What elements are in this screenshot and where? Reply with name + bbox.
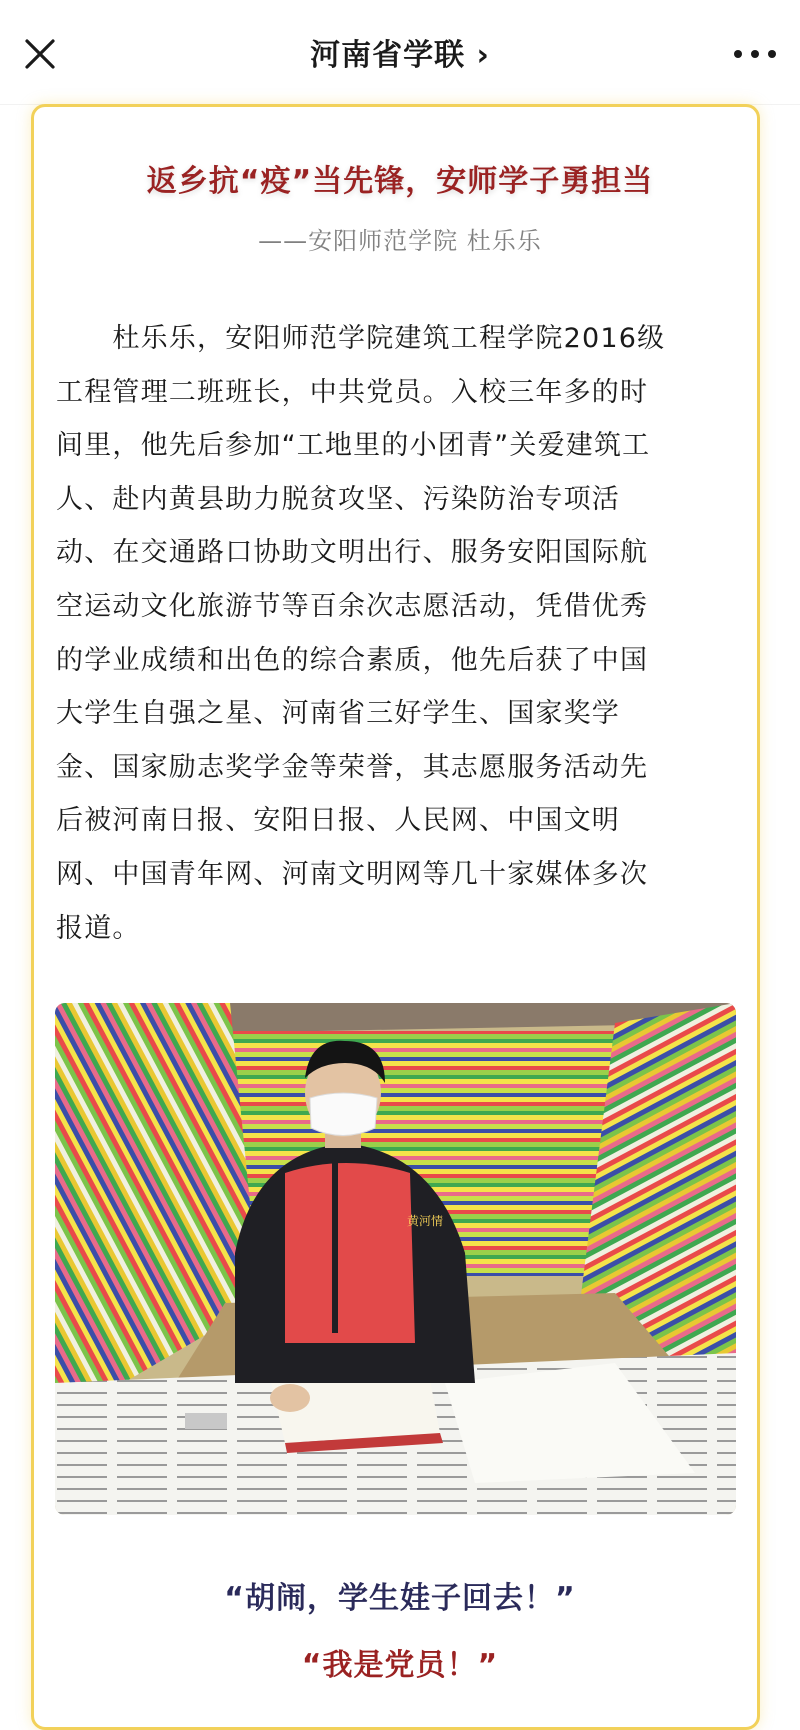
more-dots-icon[interactable] (730, 46, 780, 60)
quote-line-2: “我是党员！” (301, 1648, 499, 1683)
quote-line-1: “胡闹，学生娃子回去！” (224, 1581, 576, 1616)
top-navigation-bar (0, 0, 800, 105)
body-line: 金、国家励志奖学金等荣誉，其志愿服务活动先 (56, 751, 649, 783)
body-line: 报道。 (56, 912, 141, 944)
body-line: 间里，他先后参加“工地里的小团青”关爱建筑工 (56, 430, 651, 462)
body-line: 网、中国青年网、河南文明网等几十家媒体多次 (56, 858, 649, 890)
body-line: 动、在交通路口协助文明出行、服务安阳国际航 (56, 537, 649, 569)
body-line: 空运动文化旅游节等百余次志愿活动，凭借优秀 (56, 590, 649, 622)
account-name-link[interactable]: 河南省学联 › (310, 38, 490, 73)
article-byline: ——安阳师范学院 杜乐乐 (258, 227, 542, 255)
body-line: 杜乐乐，安阳师范学院建筑工程学院2016级 (56, 323, 666, 354)
article-body (56, 312, 736, 955)
article-photo[interactable] (55, 1003, 736, 1515)
body-line: 人、赴内黄县助力脱贫攻坚、污染防治专项活 (56, 483, 620, 515)
article-headline: 返乡抗“疫”当先锋，安师学子勇担当 (146, 164, 654, 199)
body-line: 工程管理二班班长，中共党员。入校三年多的时 (56, 376, 649, 408)
body-line: 大学生自强之星、河南省三好学生、国家奖学 (56, 698, 620, 730)
vest-logo-text: 黄河情 (407, 1214, 444, 1228)
body-line: 的学业成绩和出色的综合素质，他先后获了中国 (56, 644, 649, 676)
body-line: 后被河南日报、安阳日报、人民网、中国文明 (56, 805, 620, 837)
